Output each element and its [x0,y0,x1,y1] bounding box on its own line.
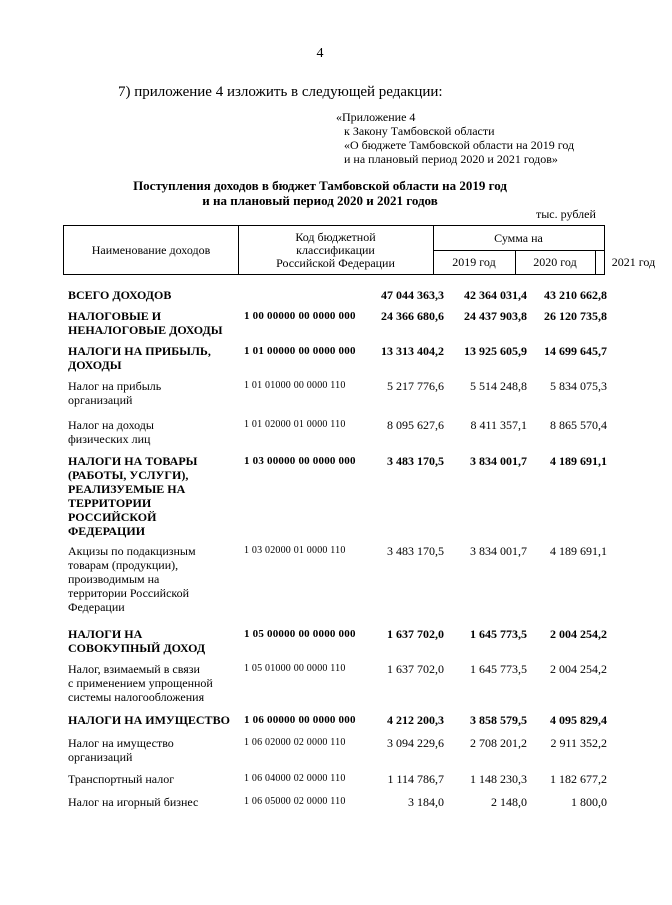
row-name [68,627,238,655]
row-name-line: НАЛОГОВЫЕ И [68,309,162,323]
row-name [68,713,238,727]
row-value-2019: 4 212 200,3 [387,713,444,727]
row-name-line: Налог на имущество [68,736,174,750]
row-name [68,772,238,786]
row-name [68,736,238,764]
row-value-2020: 1 645 773,5 [470,662,527,676]
row-name-line: (РАБОТЫ, УСЛУГИ), [68,468,189,482]
row-value-2021: 43 210 662,8 [544,288,607,302]
row-code: 1 03 02000 01 0000 110 [244,545,346,556]
title-line: Поступления доходов в бюджет Тамбовской области на 2019 год [133,178,507,193]
row-name-line: НАЛОГИ НА ПРИБЫЛЬ, [68,344,211,358]
row-name [68,795,238,809]
row-name-line: с применением упрощенной [68,676,213,690]
row-name-line: ТЕРРИТОРИИ [68,496,152,510]
row-code: 1 06 00000 00 0000 000 [244,714,356,726]
header-code-line: Российской Федерации [276,255,395,270]
row-value-2020: 5 514 248,8 [470,379,527,393]
row-name [68,662,238,704]
row-name [68,418,238,446]
row-name-line: ФЕДЕРАЦИИ [68,524,146,538]
row-value-2020: 1 645 773,5 [470,627,527,641]
row-value-2021: 26 120 735,8 [544,309,607,323]
row-name [68,344,238,372]
row-code: 1 03 00000 00 0000 000 [244,455,356,467]
row-value-2019: 24 366 680,6 [381,309,444,323]
header-code [238,226,433,274]
row-value-2020: 3 858 579,5 [470,713,527,727]
row-value-2019: 1 637 702,0 [387,627,444,641]
row-value-2019: 1 114 786,7 [387,772,444,786]
row-value-2021: 4 189 691,1 [550,454,607,468]
row-name-line: территории Российской [68,586,190,600]
row-name [68,454,238,538]
row-value-2020: 13 925 605,9 [464,344,527,358]
row-value-2019: 8 095 627,6 [387,418,444,432]
row-code: 1 00 00000 00 0000 000 [244,310,356,322]
row-name [68,544,238,614]
row-name-line: системы налогообложения [68,690,205,704]
units-label: тыс. рублей [536,207,596,221]
row-name [68,288,238,302]
appendix-line: «Приложение 4 [336,110,416,124]
row-value-2020: 3 834 001,7 [470,544,527,558]
appendix-line: к Закону Тамбовской области [344,124,495,138]
row-name-line: ДОХОДЫ [68,358,122,372]
row-code: 1 06 02000 02 0000 110 [244,737,346,748]
row-name-line: Налог на игорный бизнес [68,795,199,809]
row-name-line: товарам (продукции), [68,558,179,572]
row-code: 1 05 00000 00 0000 000 [244,628,356,640]
row-code: 1 05 01000 00 0000 110 [244,663,346,674]
row-value-2019: 47 044 363,3 [381,288,444,302]
row-name-line: СОВОКУПНЫЙ ДОХОД [68,641,206,655]
row-value-2019: 1 637 702,0 [387,662,444,676]
row-name-line: Акцизы по подакцизным [68,544,196,558]
row-name-line: Налог, взимаемый в связи [68,662,200,676]
row-code: 1 01 02000 01 0000 110 [244,419,346,430]
row-name-line: Федерации [68,600,125,614]
row-code: 1 06 04000 02 0000 110 [244,773,346,784]
header-code-line: Код бюджетной [295,229,376,244]
row-name-line: физических лиц [68,432,151,446]
row-value-2021: 1 800,0 [571,795,607,809]
row-value-2021: 2 004 254,2 [550,627,607,641]
row-name-line: Налог на прибыль [68,379,162,393]
row-value-2020: 2 708 201,2 [470,736,527,750]
row-name [68,309,238,337]
header-year-2020: 2020 год [533,254,577,269]
row-value-2021: 2 911 352,2 [550,736,607,750]
row-code: 1 01 00000 00 0000 000 [244,345,356,357]
row-value-2019: 3 184,0 [408,795,444,809]
row-name-line: НЕНАЛОГОВЫЕ ДОХОДЫ [68,323,223,337]
document-title [0,178,640,208]
row-value-2020: 3 834 001,7 [470,454,527,468]
row-name-line: ВСЕГО ДОХОДОВ [68,288,172,302]
row-value-2021: 4 095 829,4 [550,713,607,727]
title-line: и на плановый период 2020 и 2021 годов [202,193,438,208]
row-value-2020: 42 364 031,4 [464,288,527,302]
header-code-line: классификации [296,242,375,257]
row-name-line: организаций [68,393,133,407]
appendix-reference [336,110,574,166]
header-year-2021: 2021 год [611,254,656,269]
row-value-2019: 3 483 170,5 [387,544,444,558]
row-name-line: Налог на доходы [68,418,154,432]
row-name-line: производимым на [68,572,160,586]
row-code: 1 01 01000 00 0000 110 [244,380,346,391]
row-value-2019: 13 313 404,2 [381,344,444,358]
row-name-line: НАЛОГИ НА ИМУЩЕСТВО [68,713,230,727]
row-value-2019: 3 094 229,6 [387,736,444,750]
row-name-line: РЕАЛИЗУЕМЫЕ НА [68,482,186,496]
appendix-line: и на плановый период 2020 и 2021 годов» [344,152,558,166]
row-name-line: НАЛОГИ НА ТОВАРЫ [68,454,198,468]
row-name [68,379,238,407]
row-value-2020: 1 148 230,3 [470,772,527,786]
row-name-line: Транспортный налог [68,772,175,786]
row-value-2021: 1 182 677,2 [550,772,607,786]
row-value-2020: 24 437 903,8 [464,309,527,323]
row-value-2019: 3 483 170,5 [387,454,444,468]
row-value-2021: 14 699 645,7 [544,344,607,358]
header-name: Наименование доходов [91,242,211,257]
appendix-line: «О бюджете Тамбовской области на 2019 год [344,138,575,152]
row-value-2021: 4 189 691,1 [550,544,607,558]
page-number: 4 [316,46,324,61]
header-sum: Сумма на [494,230,543,245]
row-value-2019: 5 217 776,6 [387,379,444,393]
row-name-line: организаций [68,750,133,764]
intro-text: 7) приложение 4 изложить в следующей редакции: [118,84,443,100]
table-header [63,225,656,275]
row-value-2020: 2 148,0 [491,795,527,809]
row-name-line: НАЛОГИ НА [68,627,143,641]
row-value-2020: 8 411 357,1 [470,418,527,432]
row-value-2021: 8 865 570,4 [550,418,607,432]
row-code: 1 06 05000 02 0000 110 [244,796,346,807]
header-year-2019: 2019 год [452,254,496,269]
row-name-line: РОССИЙСКОЙ [68,510,157,524]
row-value-2021: 5 834 075,3 [550,379,607,393]
row-value-2021: 2 004 254,2 [550,662,607,676]
